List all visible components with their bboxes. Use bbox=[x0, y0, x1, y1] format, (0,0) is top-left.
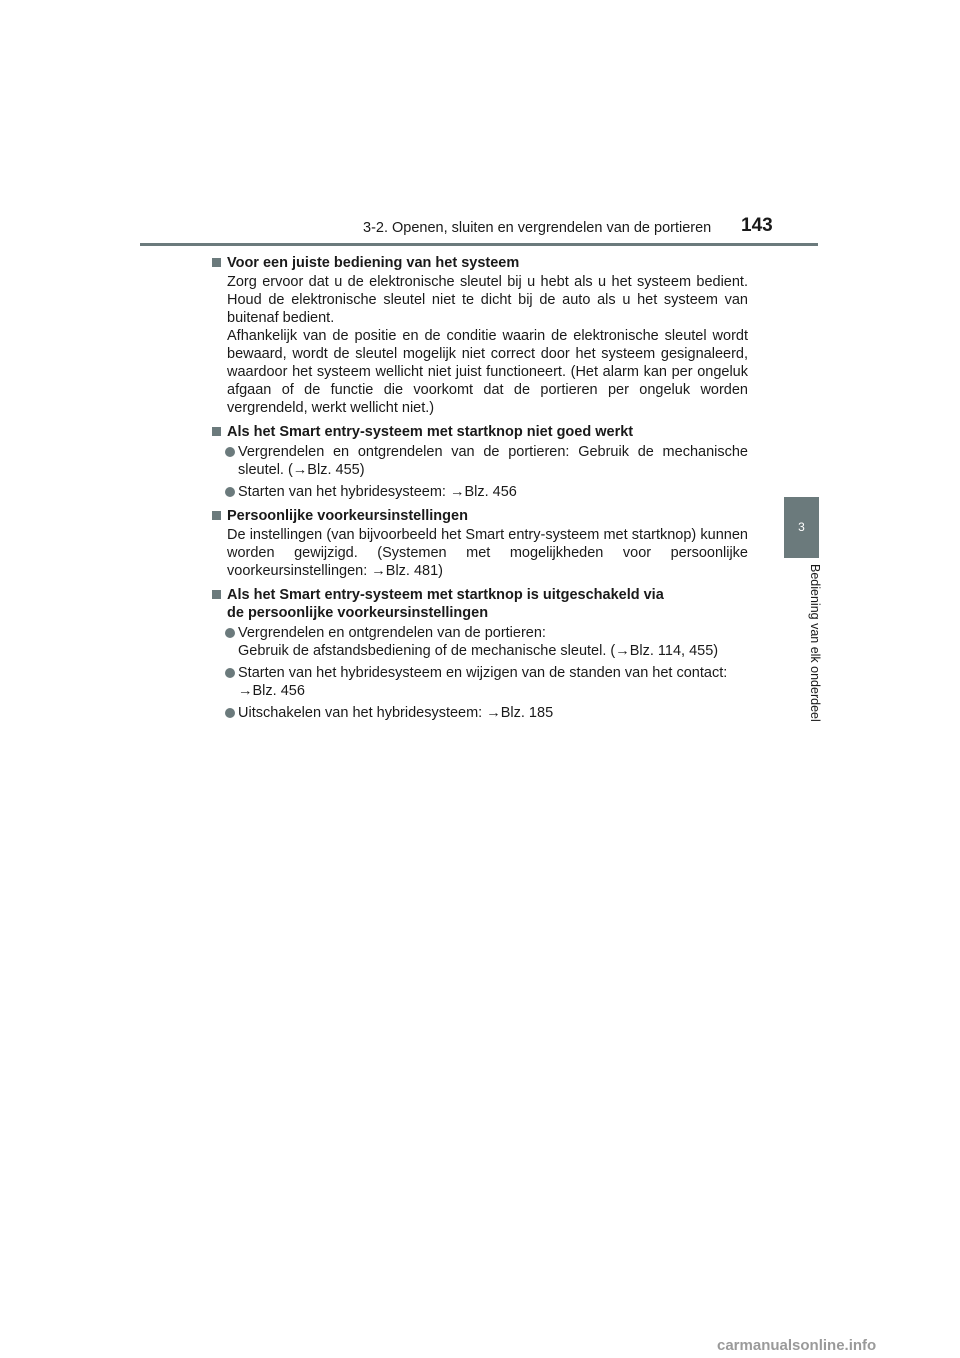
list-item: Vergrendelen en ontgrendelen van de portieren: Gebruik de afstandsbediening of de mechanische sleutel. (→Blz. 114, 455) bbox=[211, 624, 748, 660]
section-title: 3-2. Openen, sluiten en vergrendelen van de portieren bbox=[363, 220, 712, 236]
paragraph-line: Afhankelijk van de positie en de conditie waarin de elektronische sleutel wordt bewaard, wordt de sleutel mogelijk niet correct door het systeem gesignaleerd, waardoor het systeem wellicht niet juist functioneert. (Het alarm kan per ongeluk afgaan of de functie die voorkomt dat de portieren per ongeluk worden vergrendeld, werkt wellicht niet.) bbox=[227, 328, 748, 416]
section-heading: Als het Smart entry-systeem met startknop is uitgeschakeld via de persoonlijke voorkeursinstellingen bbox=[211, 586, 748, 622]
section-correct-operation bbox=[211, 254, 748, 417]
list-item: Uitschakelen van het hybridesysteem: →Blz. 185 bbox=[211, 704, 748, 722]
chapter-label: Bediening van elk onderdeel bbox=[808, 564, 822, 722]
square-bullet-icon bbox=[212, 590, 221, 599]
section-customization bbox=[211, 507, 748, 580]
round-bullet-icon bbox=[225, 487, 235, 497]
list-item: Vergrendelen en ontgrendelen van de portieren: Gebruik de mechanische sleutel. (→Blz. 455) bbox=[211, 443, 748, 479]
header-divider bbox=[140, 243, 818, 246]
round-bullet-icon bbox=[225, 668, 235, 678]
page-header bbox=[140, 214, 818, 244]
section-malfunction bbox=[211, 423, 748, 501]
square-bullet-icon bbox=[212, 258, 221, 267]
round-bullet-icon bbox=[225, 708, 235, 718]
section-heading: Voor een juiste bediening van het systeem bbox=[211, 254, 748, 272]
round-bullet-icon bbox=[225, 447, 235, 457]
section-heading: Persoonlijke voorkeursinstellingen bbox=[211, 507, 748, 525]
list-item: Starten van het hybridesysteem: →Blz. 456 bbox=[211, 483, 748, 501]
page-number: 143 bbox=[741, 215, 773, 236]
page-content bbox=[211, 254, 748, 728]
section-paragraph bbox=[211, 526, 748, 580]
square-bullet-icon bbox=[212, 511, 221, 520]
section-disabled bbox=[211, 586, 748, 722]
watermark: carmanualsonline.info bbox=[717, 1337, 877, 1354]
square-bullet-icon bbox=[212, 427, 221, 436]
section-paragraph bbox=[211, 273, 748, 417]
round-bullet-icon bbox=[225, 628, 235, 638]
paragraph-line: Zorg ervoor dat u de elektronische sleutel bij u hebt als u het systeem bedient. Houd de elektronische sleutel niet te dicht bij de auto als u het systeem van buitenaf bedient. bbox=[227, 274, 748, 326]
paragraph-line: De instellingen (van bijvoorbeeld het Smart entry-systeem met startknop) kunnen worden gewijzigd. (Systemen met mogelijkheden voor persoonlijke voorkeursinstellingen: →Blz. 481) bbox=[227, 527, 748, 579]
list-item: Starten van het hybridesysteem en wijzigen van de standen van het contact: →Blz. 456 bbox=[211, 664, 748, 700]
chapter-tab[interactable]: 3 bbox=[784, 497, 819, 558]
section-heading: Als het Smart entry-systeem met startknop niet goed werkt bbox=[211, 423, 748, 441]
